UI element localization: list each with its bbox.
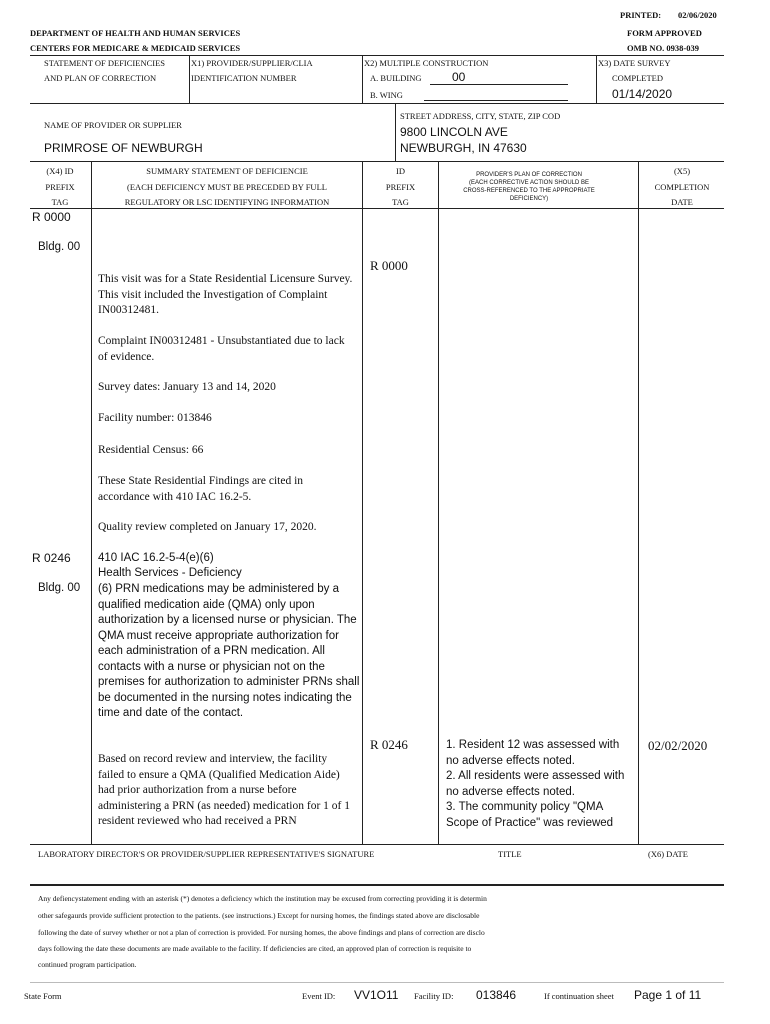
summary-paragraph-2: Complaint IN00312481 - Unsubstantiated due to lack of evidence.: [98, 335, 345, 363]
address-line-2: NEWBURGH, IN 47630: [400, 141, 527, 155]
tag-r0246-right: R 0246: [370, 737, 408, 752]
signature-label: LABORATORY DIRECTOR'S OR PROVIDER/SUPPLIER REPRESENTATIVE'S SIGNATURE: [38, 849, 375, 859]
rule-v-col-plan: [638, 161, 639, 844]
rule-v-col-tag: [91, 161, 92, 844]
plan-header-1: PROVIDER'S PLAN OF CORRECTION: [476, 172, 582, 178]
x3-label-1: X3) DATE SURVEY: [598, 58, 671, 68]
building-label: A. BUILDING: [370, 73, 422, 83]
plan-header-2: (EACH CORRECTIVE ACTION SHOULD BE: [468, 180, 590, 186]
bldg-label-1: Bldg. 00: [38, 241, 81, 253]
regulation-title: Health Services - Deficiency: [98, 567, 242, 579]
summary-paragraph-4: Facility number: 013846: [98, 412, 212, 424]
centers-name: CENTERS FOR MEDICARE & MEDICAID SERVICES: [30, 43, 241, 53]
rule-top-table-bottom: [30, 103, 724, 104]
tag-r0000-right: R 0000: [370, 258, 408, 273]
printed-label: PRINTED:: [620, 10, 662, 20]
rule-signature-top: [30, 844, 724, 845]
x5-header-1: (X5): [673, 166, 691, 176]
rule-columns-bottom: [30, 208, 724, 209]
building-underline: [430, 84, 568, 85]
finding-text: Based on record review and interview, the facility failed to ensure a QMA (Qualified Medication Aide) had prior authorization from a nurse before administering a PRN (as needed) medication for 1 of 1 resident reviewed who had received a PRN: [98, 753, 350, 827]
summary-header-2: (EACH DEFICIENCY MUST BE PRECEDED BY FULL: [127, 182, 327, 192]
x3-label-2: COMPLETED: [612, 73, 663, 83]
statement-label-2: AND PLAN OF CORRECTION: [44, 73, 157, 83]
title-label: TITLE: [498, 849, 522, 859]
x4-header-1: (X4) ID: [46, 166, 74, 176]
rule-v-x2: [362, 55, 363, 103]
disclaimer-line-2: other safegaurds provide sufficient protection to the patients. (see instructions.) Except for nursing homes, the findings stated above are disclosable: [38, 911, 480, 920]
tag-r0000: R 0000: [32, 210, 71, 224]
provider-name-value: PRIMROSE OF NEWBURGH: [44, 141, 203, 155]
x2-label: X2) MULTIPLE CONSTRUCTION: [364, 58, 489, 68]
omb-number: OMB NO. 0938-039: [627, 43, 700, 53]
disclaimer-line-1: Any defiencystatement ending with an asterisk (*) denotes a deficiency which the institution may be excused from correcting providing it is determin: [38, 894, 487, 903]
x5-header-3: DATE: [671, 197, 693, 207]
x6-date-label: (X6) DATE: [648, 849, 688, 859]
x1-label-1: X1) PROVIDER/SUPPLIER/CLIA: [191, 58, 313, 68]
event-id-value: VV1O11: [354, 988, 399, 1002]
plan-header-4: DEFICIENCY): [509, 196, 549, 202]
rule-top: [30, 55, 724, 56]
continuation-label: If continuation sheet: [544, 991, 614, 1001]
statement-label-1: STATEMENT OF DEFICIENCIES: [44, 58, 166, 68]
wing-underline: [424, 100, 568, 101]
building-value: 00: [452, 70, 466, 84]
completion-date: 02/02/2020: [648, 738, 708, 753]
rule-v-x3: [596, 55, 597, 103]
plan-item-3: 3. The community policy "QMA Scope of Practice" was reviewed: [446, 801, 614, 829]
wing-label: B. WING: [370, 90, 403, 100]
page-number: Page 1 of 11: [634, 988, 702, 1002]
plan-item-2: 2. All residents were assessed with no adverse effects noted.: [446, 770, 625, 798]
rule-columns-top: [30, 161, 724, 162]
summary-paragraph-3: Survey dates: January 13 and 14, 2020: [98, 381, 276, 393]
summary-header-1: SUMMARY STATEMENT OF DEFICIENCIE: [146, 166, 308, 176]
plan-header-3: CROSS-REFERENCED TO THE APPROPRIATE: [463, 188, 595, 194]
rule-v-col-summary: [362, 161, 363, 844]
form-approved: FORM APPROVED: [627, 28, 702, 38]
x4-header-3: TAG: [51, 197, 69, 207]
provider-name-label: NAME OF PROVIDER OR SUPPLIER: [44, 120, 182, 130]
summary-header-3: REGULATORY OR LSC IDENTIFYING INFORMATION: [124, 197, 330, 207]
facility-id-label: Facility ID:: [414, 991, 454, 1001]
x1-label-2: IDENTIFICATION NUMBER: [191, 73, 297, 83]
id-header-3: TAG: [392, 197, 409, 207]
state-form-label: State Form: [24, 991, 62, 1001]
bldg-label-2: Bldg. 00: [38, 582, 81, 594]
tag-r0246: R 0246: [32, 551, 71, 565]
summary-paragraph-7: Quality review completed on January 17, 2020.: [98, 521, 317, 533]
summary-paragraph-5: Residential Census: 66: [98, 444, 204, 456]
event-id-label: Event ID:: [302, 991, 336, 1001]
disclaimer-line-5: continued program participation.: [38, 960, 137, 969]
address-label: STREET ADDRESS, CITY, STATE, ZIP COD: [400, 111, 561, 121]
regulation-text: (6) PRN medications may be administered by a qualified medication aide (QMA) only upon authorization by a licensed nurse or physician. The QMA must receive appropriate authorization for each administration of a PRN medication. All contacts with a nurse or physician not on the premises for authorization to administer PRNs shall be documented in the nursing notes indicating the time and date of the contact.: [98, 583, 360, 719]
x4-header-2: PREFIX: [45, 182, 75, 192]
rule-v-address: [395, 103, 396, 161]
id-header-1: ID: [396, 166, 405, 176]
x5-header-2: COMPLETION: [654, 182, 710, 192]
plan-item-1: 1. Resident 12 was assessed with no adverse effects noted.: [446, 739, 620, 767]
address-line-1: 9800 LINCOLN AVE: [400, 125, 508, 139]
rule-v-col-id: [438, 161, 439, 844]
x3-date-value: 01/14/2020: [612, 87, 673, 101]
rule-v-x1: [189, 55, 190, 103]
dept-name: DEPARTMENT OF HEALTH AND HUMAN SERVICES: [30, 28, 241, 38]
regulation-citation: 410 IAC 16.2-5-4(e)(6): [98, 552, 214, 564]
printed-date: 02/06/2020: [678, 10, 717, 20]
disclaimer-line-3: following the date of survey whether or not a plan of correction is provided. For nursing homes, the above findings and plans of correction are disclo: [38, 928, 485, 937]
summary-paragraph-1: This visit was for a State Residential Licensure Survey. This visit included the Investigation of Complaint IN00312481.: [98, 273, 353, 316]
summary-paragraph-6: These State Residential Findings are cited in accordance with 410 IAC 16.2-5.: [98, 475, 304, 503]
rule-signature-bottom: [30, 884, 724, 886]
id-header-2: PREFIX: [385, 182, 416, 192]
disclaimer-line-4: days following the date these documents are made available to the facility. If deficiencies are cited, an approved plan of correction is requisite to: [38, 944, 472, 953]
facility-id-value: 013846: [476, 988, 517, 1002]
rule-footer: [30, 982, 724, 983]
